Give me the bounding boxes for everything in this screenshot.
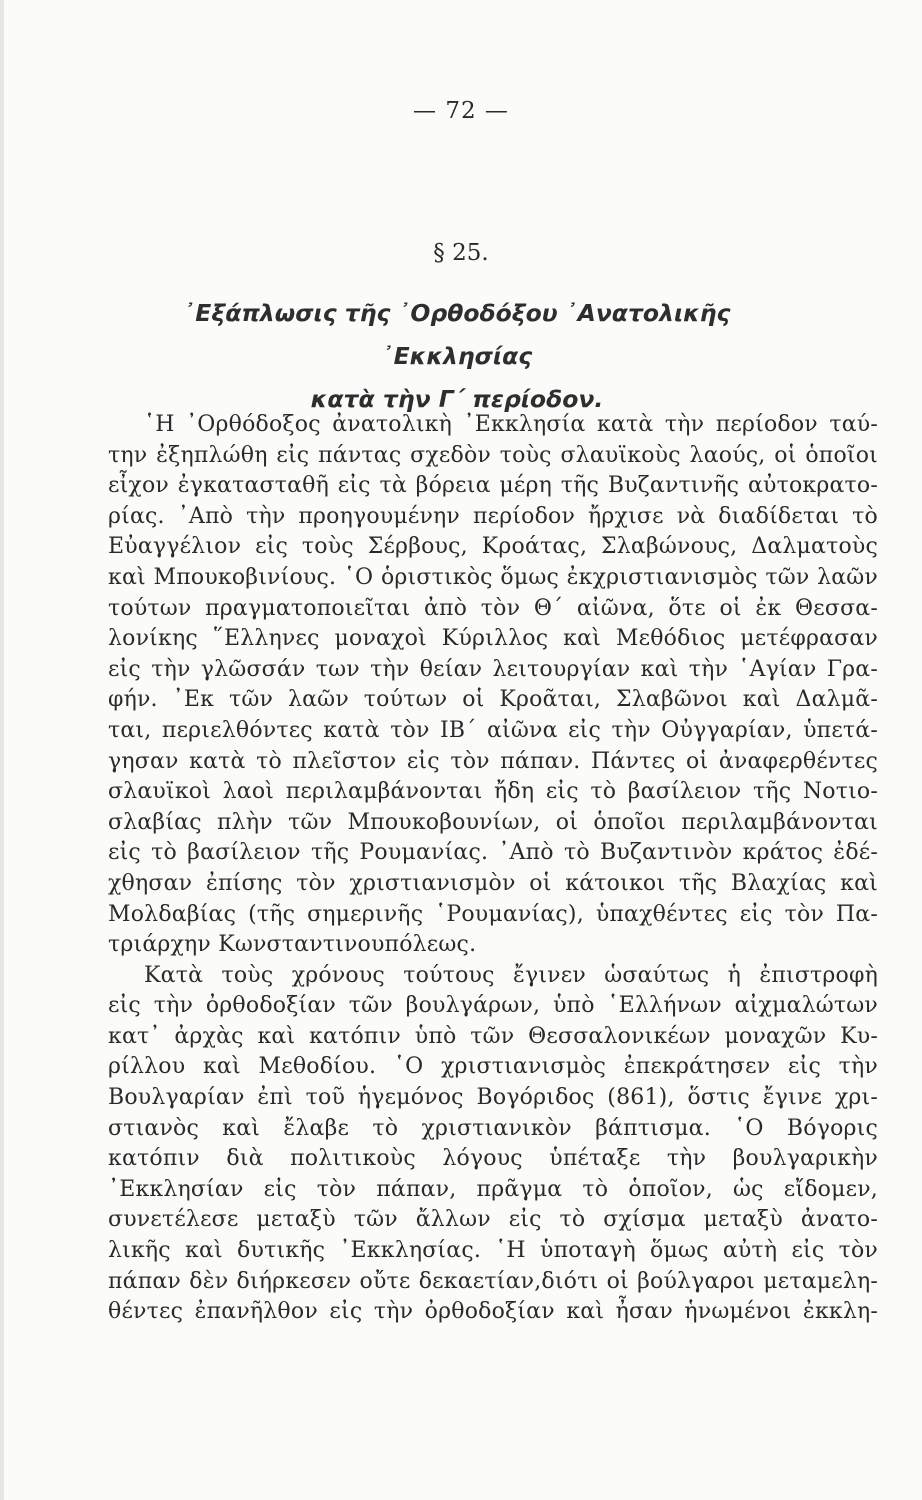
- text-line: ῾Η ᾿Ορθόδοξος ἀνατολικὴ ᾿Εκκλησία κατὰ τὴν περίοδον ταύ-: [144, 412, 878, 437]
- paragraph-2: [108, 961, 878, 1328]
- text-line: ρίλλου καὶ Μεθοδίου. ῾Ο χριστιανισμὸς ἐπεκράτησεν εἰς τὴν: [108, 1054, 878, 1080]
- text-line: φήν. ᾿Εκ τῶν λαῶν τούτων οἱ Κροᾶται, Σλαβῶνοι καὶ Δαλμᾶ-: [108, 687, 878, 713]
- text-line: Βουλγαρίαν ἐπὶ τοῦ ἡγεμόνος Βογόριδος (861), ὅστις ἔγινε χρι-: [108, 1085, 878, 1111]
- page-number: — 72 —: [413, 98, 509, 124]
- text-line: εἰς τὴν ὀρθοδοξίαν τῶν βουλγάρων, ὑπὸ ῾Ελλήνων αἰχμαλώτων: [108, 993, 878, 1019]
- text-line: εἶχον ἐγκατασταθῆ εἰς τὰ βόρεια μέρη τῆς Βυζαντινῆς αὐτοκρατο-: [108, 473, 878, 499]
- text-line: Εὐαγγέλιον εἰς τοὺς Σέρβους, Κροάτας, Σλαβώνους, Δαλματοὺς: [108, 534, 878, 560]
- page-edge-shadow: [0, 0, 4, 1500]
- text-line: σλαυϊκοὶ λαοὶ περιλαμβάνονται ἤδη εἰς τὸ βασίλειον τῆς Νοτιο-: [108, 779, 878, 805]
- section-title-line-2: κατὰ τὴν Γ΄ περίοδον.: [310, 385, 604, 413]
- body-text: [108, 410, 878, 1328]
- text-line: Κατὰ τοὺς χρόνους τούτους ἔγινεν ὡσαύτως ἡ ἐπιστροφὴ: [144, 962, 878, 988]
- text-line: θέντες ἐπανῆλθον εἰς τὴν ὀρθοδοξίαν καὶ ἦσαν ἡνωμένοι ἐκκλη-: [108, 1299, 878, 1325]
- text-line: στιανὸς καὶ ἔλαβε τὸ χριστιανικὸν βάπτισμα. ῾Ο Βόγορις: [108, 1115, 878, 1141]
- text-line: συνετέλεσε μεταξὺ τῶν ἄλλων εἰς τὸ σχίσμα μεταξὺ ἀνατο-: [108, 1207, 878, 1233]
- text-line: γησαν κατὰ τὸ πλεῖστον εἰς τὸν πάπαν. Πάντες οἱ ἀναφερθέντες: [108, 748, 878, 774]
- text-line: τριάρχην Κωνσταντινουπόλεως.: [108, 932, 477, 958]
- text-line: την ἐξηπλώθη εἰς πάντας σχεδὸν τοὺς σλαυϊκοὺς λαούς, οἱ ὁποῖοι: [108, 442, 878, 468]
- section-title: [112, 292, 802, 421]
- section-title-line-1: ᾿Εξάπλωσις τῆς ᾿Ορθοδόξου ᾿Ανατολικῆς ᾿Εκκλησίας: [183, 299, 731, 370]
- text-line: σλαβίας πλὴν τῶν Μπουκοβουνίων, οἱ ὁποῖοι περιλαμβάνονται: [108, 809, 878, 835]
- text-line: Μολδαβίας (τῆς σημερινῆς ῾Ρουμανίας), ὑπαχθέντες εἰς τὸν Πα-: [108, 901, 878, 927]
- text-line: κατόπιν διὰ πολιτικοὺς λόγους ὑπέταξε τὴν βουλγαρικὴν: [108, 1146, 878, 1172]
- text-line: εἰς τὸ βασίλειον τῆς Ρουμανίας. ᾿Απὸ τὸ Βυζαντινὸν κράτος ἐδέ-: [108, 840, 878, 866]
- section-number: § 25.: [433, 240, 489, 266]
- text-line: πάπαν δὲν διήρκεσεν οὔτε δεκαετίαν,διότι οἱ βούλγαροι μεταμελη-: [108, 1268, 878, 1294]
- text-line: ρίας. ᾿Απὸ τὴν προηγουμένην περίοδον ἤρχισε νὰ διαδίδεται τὸ: [108, 503, 878, 529]
- text-line: ται, περιελθόντες κατὰ τὸν ΙΒ΄ αἰῶνα εἰς τὴν Οὐγγαρίαν, ὑπετά-: [108, 717, 878, 743]
- text-line: κατ᾿ ἀρχὰς καὶ κατόπιν ὑπὸ τῶν Θεσσαλονικέων μοναχῶν Κυ-: [108, 1023, 878, 1049]
- text-line: χθησαν ἐπίσης τὸν χριστιανισμὸν οἱ κάτοικοι τῆς Βλαχίας καὶ: [108, 870, 878, 896]
- text-line: τούτων πραγματοποιεῖται ἀπὸ τὸν Θ΄ αἰῶνα, ὅτε οἱ ἐκ Θεσσα-: [108, 595, 878, 621]
- paragraph-1: [108, 410, 878, 961]
- text-line: καὶ Μπουκοβινίους. ῾Ο ὁριστικὸς ὅμως ἐκχριστιανισμὸς τῶν λαῶν: [108, 564, 878, 590]
- text-line: εἰς τὴν γλῶσσάν των τὴν θείαν λειτουργίαν καὶ τὴν ῾Αγίαν Γρα-: [108, 656, 878, 682]
- text-line: λικῆς καὶ δυτικῆς ᾿Εκκλησίας. ῾Η ὑποταγὴ ὅμως αὐτὴ εἰς τὸν: [108, 1238, 878, 1264]
- text-line: ᾿Εκκλησίαν εἰς τὸν πάπαν, πρᾶγμα τὸ ὁποῖον, ὡς εἴδομεν,: [108, 1176, 878, 1202]
- text-line: λονίκης ῞Ελληνες μοναχοὶ Κύριλλος καὶ Μεθόδιος μετέφρασαν: [108, 626, 878, 652]
